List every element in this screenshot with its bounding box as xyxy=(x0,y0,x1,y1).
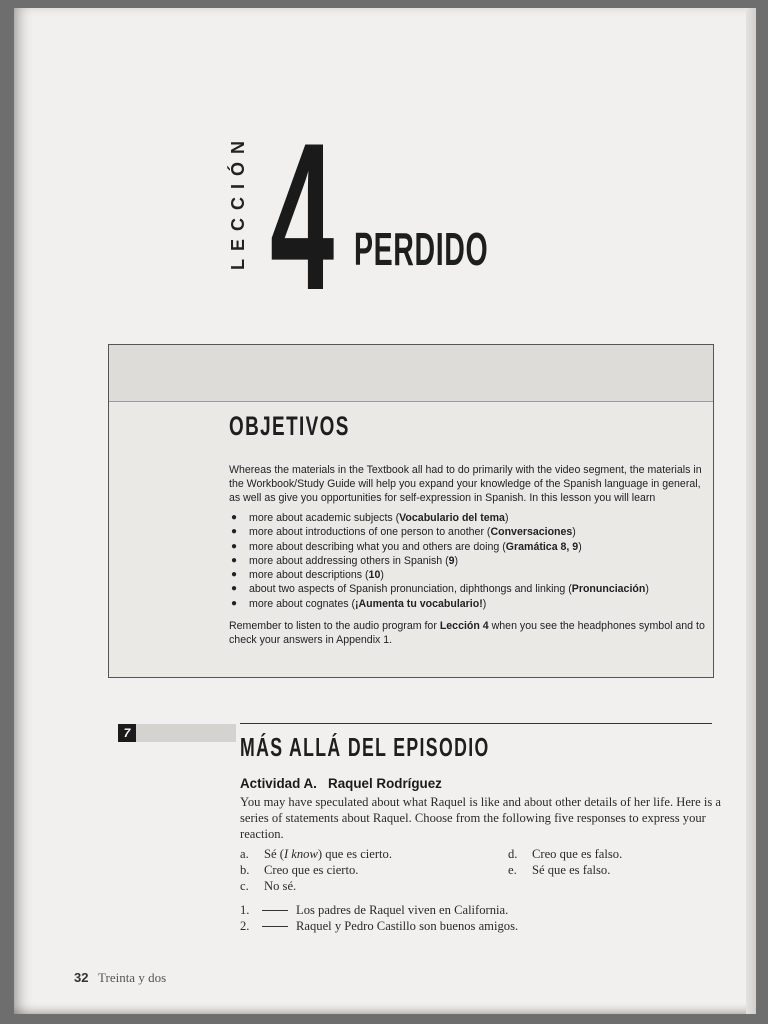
answer-blank[interactable] xyxy=(262,925,288,927)
objectives-heading: OBJETIVOS xyxy=(229,411,350,441)
page-number: 32 xyxy=(74,970,89,985)
objective-item: ● more about cognates (¡Aumenta tu vocabulario!) xyxy=(231,597,487,610)
statement-item-1: 1. Los padres de Raquel viven en California. xyxy=(240,903,509,917)
response-option-d: d. Creo que es falso. xyxy=(508,847,623,861)
bullet-icon: ● xyxy=(231,569,238,581)
response-option-a: a. Sé (I know) que es cierto. xyxy=(240,847,393,861)
section-number-badge: 7 xyxy=(118,724,136,742)
answer-blank[interactable] xyxy=(262,909,288,911)
bullet-icon: ● xyxy=(231,512,238,523)
page-number-words: Treinta y dos xyxy=(98,970,167,985)
page-edge xyxy=(746,8,756,1014)
objective-item: ● more about addressing others in Spanish (9) xyxy=(231,554,459,567)
section-divider xyxy=(240,723,712,724)
objectives-closing: Remember to listen to the audio program for Lección 4 when you see the headphones symbol and to check your answers in Appendix 1. xyxy=(229,620,705,647)
objectives-shaded-band xyxy=(109,345,713,402)
objective-item: ● more about academic subjects (Vocabulario del tema) xyxy=(231,512,509,524)
leccion-label xyxy=(226,126,250,276)
objective-item: ● more about describing what you and others are doing (Gramática 8, 9) xyxy=(231,540,582,553)
objective-item: ● about two aspects of Spanish pronunciation, diphthongs and linking (Pronunciación) xyxy=(231,583,649,596)
response-option-c: c. No sé. xyxy=(240,879,297,893)
response-option-e: e. Sé que es falso. xyxy=(508,863,611,877)
lesson-number: 4 xyxy=(270,99,335,334)
statement-item-2: 2. Raquel y Pedro Castillo son buenos amigos. xyxy=(240,919,519,933)
activity-instructions: You may have speculated about what Raquel is like and about other details of her life. Here is a series of statements about Raquel. Choose from the following five responses to express your reaction. xyxy=(240,795,721,841)
bullet-icon: ● xyxy=(231,540,238,552)
lesson-title: PERDIDO xyxy=(354,223,489,275)
objective-item: ● more about introductions of one person to another (Conversaciones) xyxy=(231,526,576,539)
objectives-intro: Whereas the materials in the Textbook all had to do primarily with the video segment, the materials in the Workbook/Study Guide will help you expand your knowledge of the Spanish language in general, as well as give you opportunities for self-expression in Spanish. In this lesson you will learn xyxy=(229,464,702,504)
response-option-b: b. Creo que es cierto. xyxy=(240,863,359,877)
section-title: MÁS ALLÁ DEL EPISODIO xyxy=(240,732,490,762)
bullet-icon: ● xyxy=(231,526,238,538)
objectives-box xyxy=(108,344,714,678)
activity-heading: Actividad A. Raquel Rodríguez xyxy=(240,776,442,791)
workbook-page xyxy=(14,8,756,1014)
bullet-icon: ● xyxy=(231,554,238,566)
objectives-body xyxy=(229,463,705,653)
bullet-icon: ● xyxy=(231,597,238,609)
objectives-list xyxy=(229,511,705,611)
leccion-label-text: LECCIÓN xyxy=(227,132,248,270)
section-marker-band xyxy=(136,724,236,742)
bullet-icon: ● xyxy=(231,583,238,595)
objective-item: ● more about descriptions (10) xyxy=(231,569,384,582)
